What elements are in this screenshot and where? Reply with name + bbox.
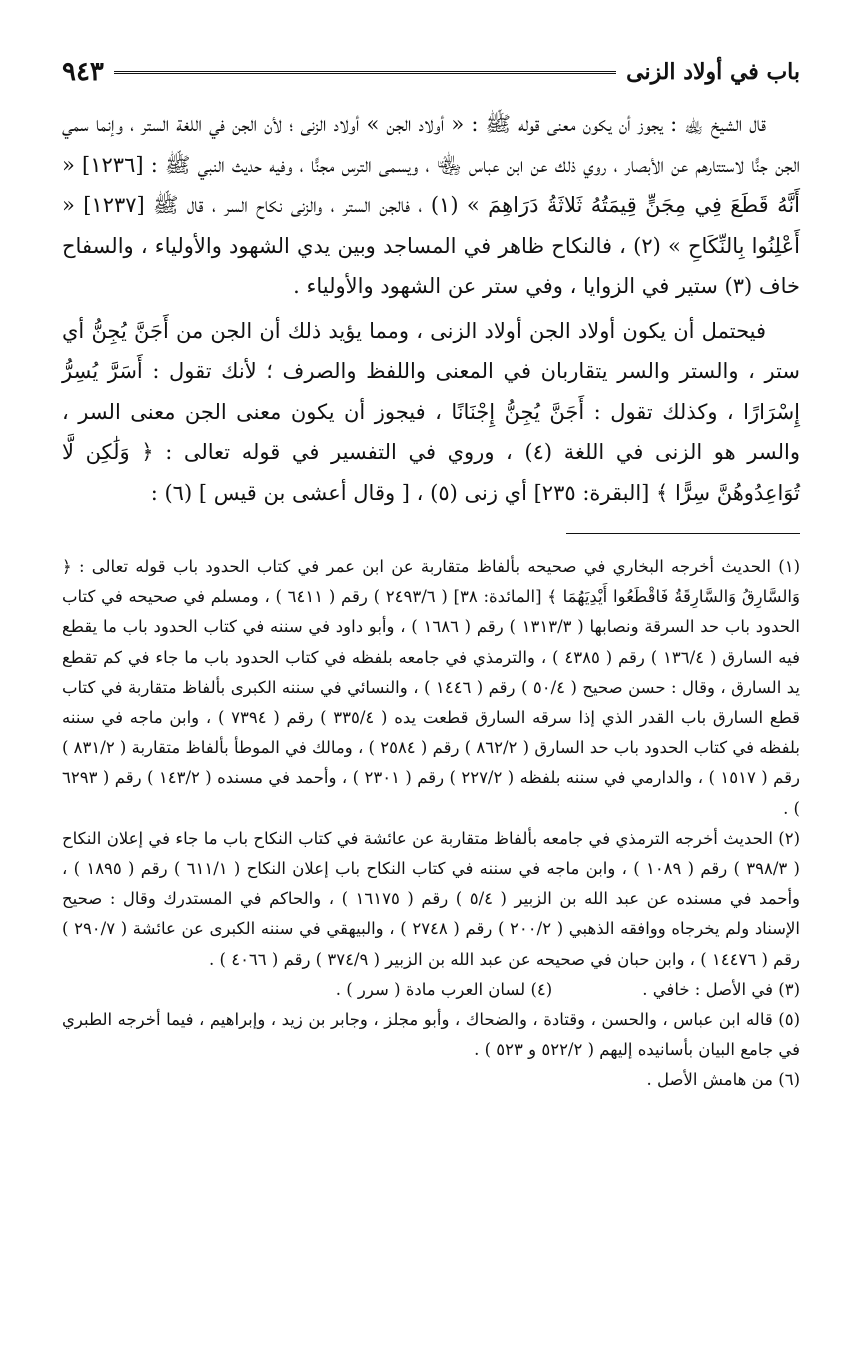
- footnote-1: (١) الحديث أخرجه البخاري في صحيحه بألفاظ متقاربة عن ابن عمر في كتاب الحدود باب قوله تعالى : ﴿ وَالسَّارِقُ وَالسَّارِقَةُ فَاقْطَعُوا أَيْدِيَهُمَا ﴾ [المائدة: ٣٨] ( ٢٤٩٣/٦ ) رقم ( ٦٤١١ ) ، ومسلم في صحيحه في كتاب الحدود باب حد السرقة ونصابها ( ١٣١٣/٣ ) رقم ( ١٦٨٦ ) ، وأبو داود في سننه في كتاب الحدود باب ما يقطع فيه السارق ( ١٣٦/٤ ) رقم ( ٤٣٨٥ ) ، والترمذي في جامعه بلفظه في كتاب الحدود باب ما جاء في كم تقطع يد السارق ، وقال : حسن صحيح ( ٥٠/٤ ) رقم ( ١٤٤٦ ) ، والنسائي في سننه الكبرى بألفاظ متقاربة في كتاب قطع السارق باب القدر الذي إذا سرقه السارق قطعت يده ( ٣٣٥/٤ ) رقم ( ٧٣٩٤ ) ، وابن ماجه في سننه بلفظه في كتاب الحدود باب حد السارق ( ٨٦٢/٢ ) رقم ( ٢٥٨٤ ) ، ومالك في الموطأ بألفاظ متقاربة ( ٨٣١/٢ ) رقم ( ١٥١٧ ) ، والدارمي في سننه بلفظه ( ٢٢٧/٢ ) رقم ( ٢٣٠١ ) ، وأحمد في مسنده ( ١٤٣/٢ ) رقم ( ٦٢٩٣ ) .: [61, 557, 801, 818]
- footnote-4: (٤) لسان العرب مادة ( سرر ) .: [335, 979, 553, 999]
- paragraph-1: قال الشيخ ﵀ : يجوز أن يكون معنى قوله ﷺ : « أولاد الجن » أولاد الزنى ؛ لأن الجن في اللغة الستر ، وإنما سمي الجن جنًّا لاستتارهم عن الأبصار ، روي ذلك عن ابن عباس ﵄ ، ويسمى الترس مجنًّا ، وفيه حديث النبي ﷺ : [١٢٣٦] « أَنَّهُ قَطَعَ فِي مِجَنٍّ قِيمَتُهُ ثَلاثَةُ دَرَاهِمَ » (١) ، فالجن الستر ، والزنى نكاح السر ، قال ﷺ [١٢٣٧] « أَعْلِنُوا بِالنِّكَاحِ » (٢) ، فالنكاح ظاهر في المساجد وبين يدي الشهود والأولياء ، والسفاح خاف (٣) ستير في الزوايا ، وفي ستر عن الشهود والأولياء .: [62, 112, 801, 298]
- footnotes: [62, 552, 800, 1096]
- footnote-5: (٥) قاله ابن عباس ، والحسن ، وقتادة ، والضحاك ، وأبو مجلز ، وجابر بن زيد ، وإبراهيم ، فيما أخرجه الطبري في جامع البيان بأسانيده إليهم ( ٥٢٢/٢ و ٥٢٣ ) .: [62, 1010, 800, 1060]
- main-text: [62, 104, 800, 513]
- page-header: [62, 54, 800, 90]
- footnote-separator: [566, 533, 800, 534]
- paragraph-2: فيحتمل أن يكون أولاد الجن أولاد الزنى ، ومما يؤيد ذلك أن الجن من أَجَنَّ يُجِنُّ أي ستر ، والستر والسر يتقاربان في المعنى واللفظ والصرف ؛ لأنك تقول : أَسَرَّ يُسِرُّ إِسْرَارًا ، وكذلك تقول : أَجَنَّ يُجِنُّ إِجْنَانًا ، فيجوز أن يكون معنى الجن معنى السر ، والسر هو الزنى في اللغة (٤) ، وروي في التفسير في قوله تعالى : ﴿ وَلَٰكِن لَّا تُوَاعِدُوهُنَّ سِرًّا ﴾ [البقرة: ٢٣٥] أي زنى (٥) ، [ وقال أعشى بن قيس ] (٦) :: [62, 318, 800, 505]
- footnote-3: (٣) في الأصل : خافي .: [642, 979, 800, 999]
- footnote-2: (٢) الحديث أخرجه الترمذي في جامعه بألفاظ متقاربة عن عائشة في كتاب النكاح باب ما جاء في إعلان النكاح ( ٣٩٨/٣ ) رقم ( ١٠٨٩ ) ، وابن ماجه في سننه في كتاب النكاح باب إعلان النكاح ( ٦١١/١ ) رقم ( ١٨٩٥ ) ، وأحمد في مسنده عن عبد الله بن الزبير ( ٥/٤ ) رقم ( ١٦١٧٥ ) ، والحاكم في المستدرك وقال : صحيح الإسناد ولم يخرجاه ووافقه الذهبي ( ٢٠٠/٢ ) رقم ( ٢٧٤٨ ) ، والبيهقي في سننه الكبرى عن عائشة ( ٢٩٠/٧ ) رقم ( ١٤٤٧٦ ) ، وابن حبان في صحيحه عن عبد الله بن الزبير ( ٣٧٤/٩ ) رقم ( ٤٠٦٦ ) .: [62, 828, 800, 969]
- footnote-6: (٦) من هامش الأصل .: [646, 1070, 800, 1090]
- page-number: ٩٤٣: [62, 57, 104, 87]
- chapter-title: باب في أولاد الزنى: [626, 59, 800, 85]
- header-rule: [114, 71, 616, 74]
- footnote-row-3-4: [62, 975, 800, 1005]
